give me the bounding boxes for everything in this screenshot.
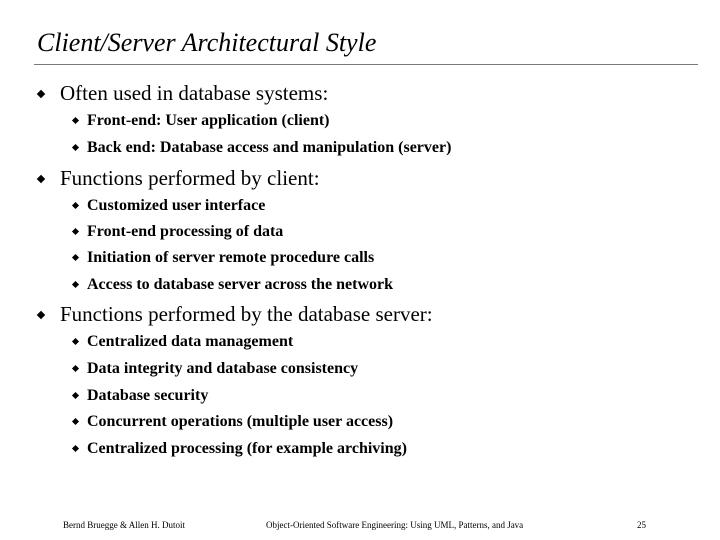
diamond-bullet-icon	[37, 90, 45, 98]
bullet-text: Often used in database systems:	[60, 81, 329, 105]
diamond-bullet-icon	[72, 338, 79, 345]
diamond-bullet-icon	[72, 254, 79, 261]
subitem-text: Back end: Database access and manipulation (server)	[87, 139, 452, 156]
diamond-bullet-icon	[72, 365, 79, 372]
title-divider	[34, 64, 698, 65]
diamond-bullet-icon	[72, 392, 79, 399]
subitem-text: Data integrity and database consistency	[87, 360, 359, 377]
bullet-text: Functions performed by client:	[60, 166, 320, 190]
subitem-text: Initiation of server remote procedure calls	[87, 249, 375, 266]
diamond-bullet-icon	[72, 144, 79, 151]
diamond-bullet-icon	[37, 311, 45, 319]
footer-page-number: 25	[637, 520, 646, 530]
subitem-text: Concurrent operations (multiple user access)	[87, 413, 394, 430]
subitem-text: Access to database server across the network	[87, 276, 394, 293]
subitem-text: Front-end: User application (client)	[87, 112, 330, 129]
diamond-bullet-icon	[72, 281, 79, 288]
subitem-text: Database security	[87, 387, 209, 404]
footer-authors: Bernd Bruegge & Allen H. Dutoit	[63, 520, 185, 530]
subitem-text: Customized user interface	[87, 197, 266, 214]
diamond-bullet-icon	[72, 418, 79, 425]
footer-book-title: Object-Oriented Software Engineering: Using UML, Patterns, and Java	[266, 520, 524, 530]
diamond-bullet-icon	[37, 175, 45, 183]
subitem-text: Front-end processing of data	[87, 223, 284, 240]
subitem-text: Centralized data management	[87, 333, 294, 350]
bullet-text: Functions performed by the database server:	[60, 302, 433, 326]
diamond-bullet-icon	[72, 445, 79, 452]
slide-title: Client/Server Architectural Style	[37, 28, 377, 57]
diamond-bullet-icon	[72, 228, 79, 235]
diamond-bullet-icon	[72, 202, 79, 209]
diamond-bullet-icon	[72, 117, 79, 124]
subitem-text: Centralized processing (for example archiving)	[87, 440, 407, 457]
